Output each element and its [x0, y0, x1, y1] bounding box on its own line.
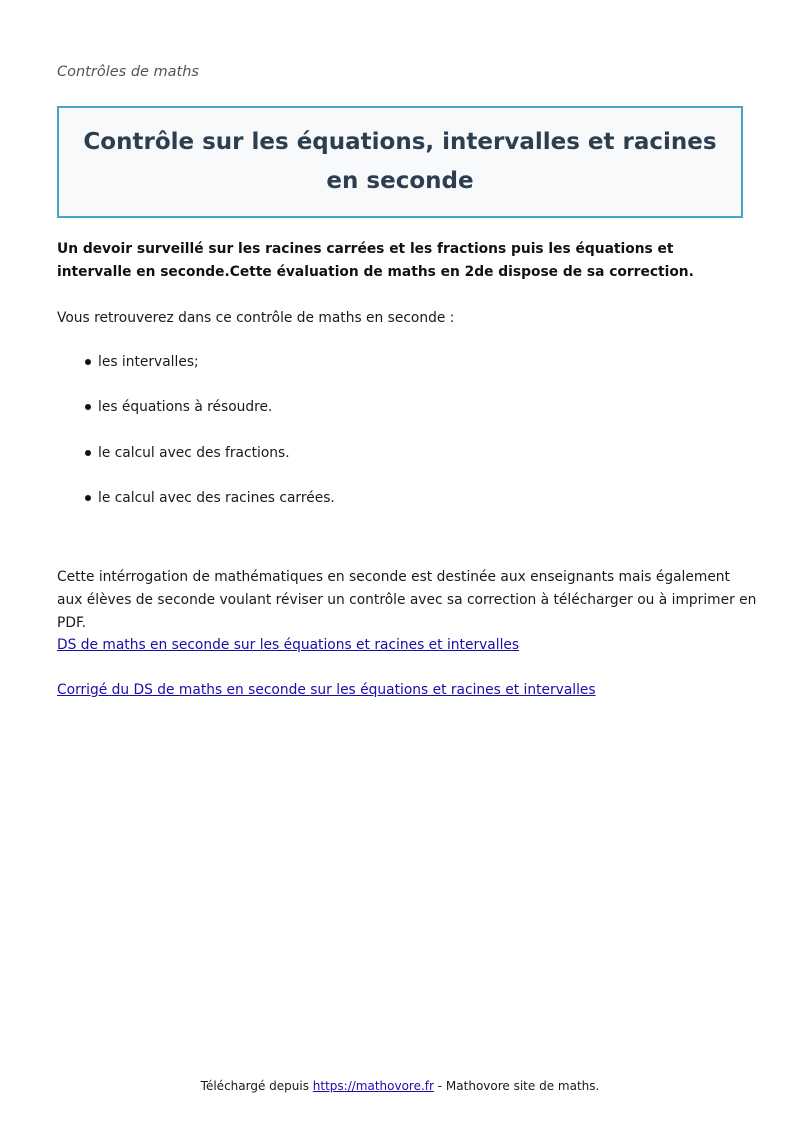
category-label: Contrôles de maths [57, 64, 199, 80]
list-item-label: le calcul avec des racines carrées. [98, 489, 335, 506]
list-item-label: les intervalles; [98, 354, 199, 370]
footer-suffix: - Mathovore site de maths. [433, 1079, 600, 1093]
footer [0, 1076, 800, 1096]
correction-link[interactable]: Corrigé du DS de maths en seconde sur les équations et racines et intervalles [57, 682, 596, 698]
description-paragraph: Cette intérrogation de mathématiques en seconde est destinée aux enseignants mais également aux élèves de seconde voulant réviser un contrôle avec sa correction à télécharger ou à imprimer en PDF. [57, 569, 757, 631]
bullet-icon [85, 404, 91, 410]
lead-text: Vous retrouverez dans ce contrôle de maths en seconde : [57, 310, 455, 326]
intro-text: Un devoir surveillé sur les racines carrées et les fractions puis les équations et intervalle en seconde.Cette évaluation de maths en 2de dispose de sa correction. [57, 241, 694, 280]
list-item [83, 487, 335, 532]
list-item-label: le calcul avec des fractions. [98, 444, 290, 461]
page-title: Contrôle sur les équations, intervalles et racines en seconde [83, 129, 717, 194]
list-item [83, 396, 335, 441]
list-item [83, 351, 335, 396]
topic-list [83, 351, 335, 532]
title-box [57, 106, 743, 218]
list-item [83, 442, 335, 487]
bullet-icon [85, 359, 91, 365]
footer-prefix: Téléchargé depuis [200, 1079, 313, 1093]
footer-site-link[interactable]: https://mathovore.fr [312, 1079, 434, 1093]
bullet-icon [85, 495, 91, 501]
bullet-icon [85, 450, 91, 456]
subject-link[interactable]: DS de maths en seconde sur les équations et racines et intervalles [57, 637, 520, 653]
list-item-label: les équations à résoudre. [98, 399, 273, 416]
